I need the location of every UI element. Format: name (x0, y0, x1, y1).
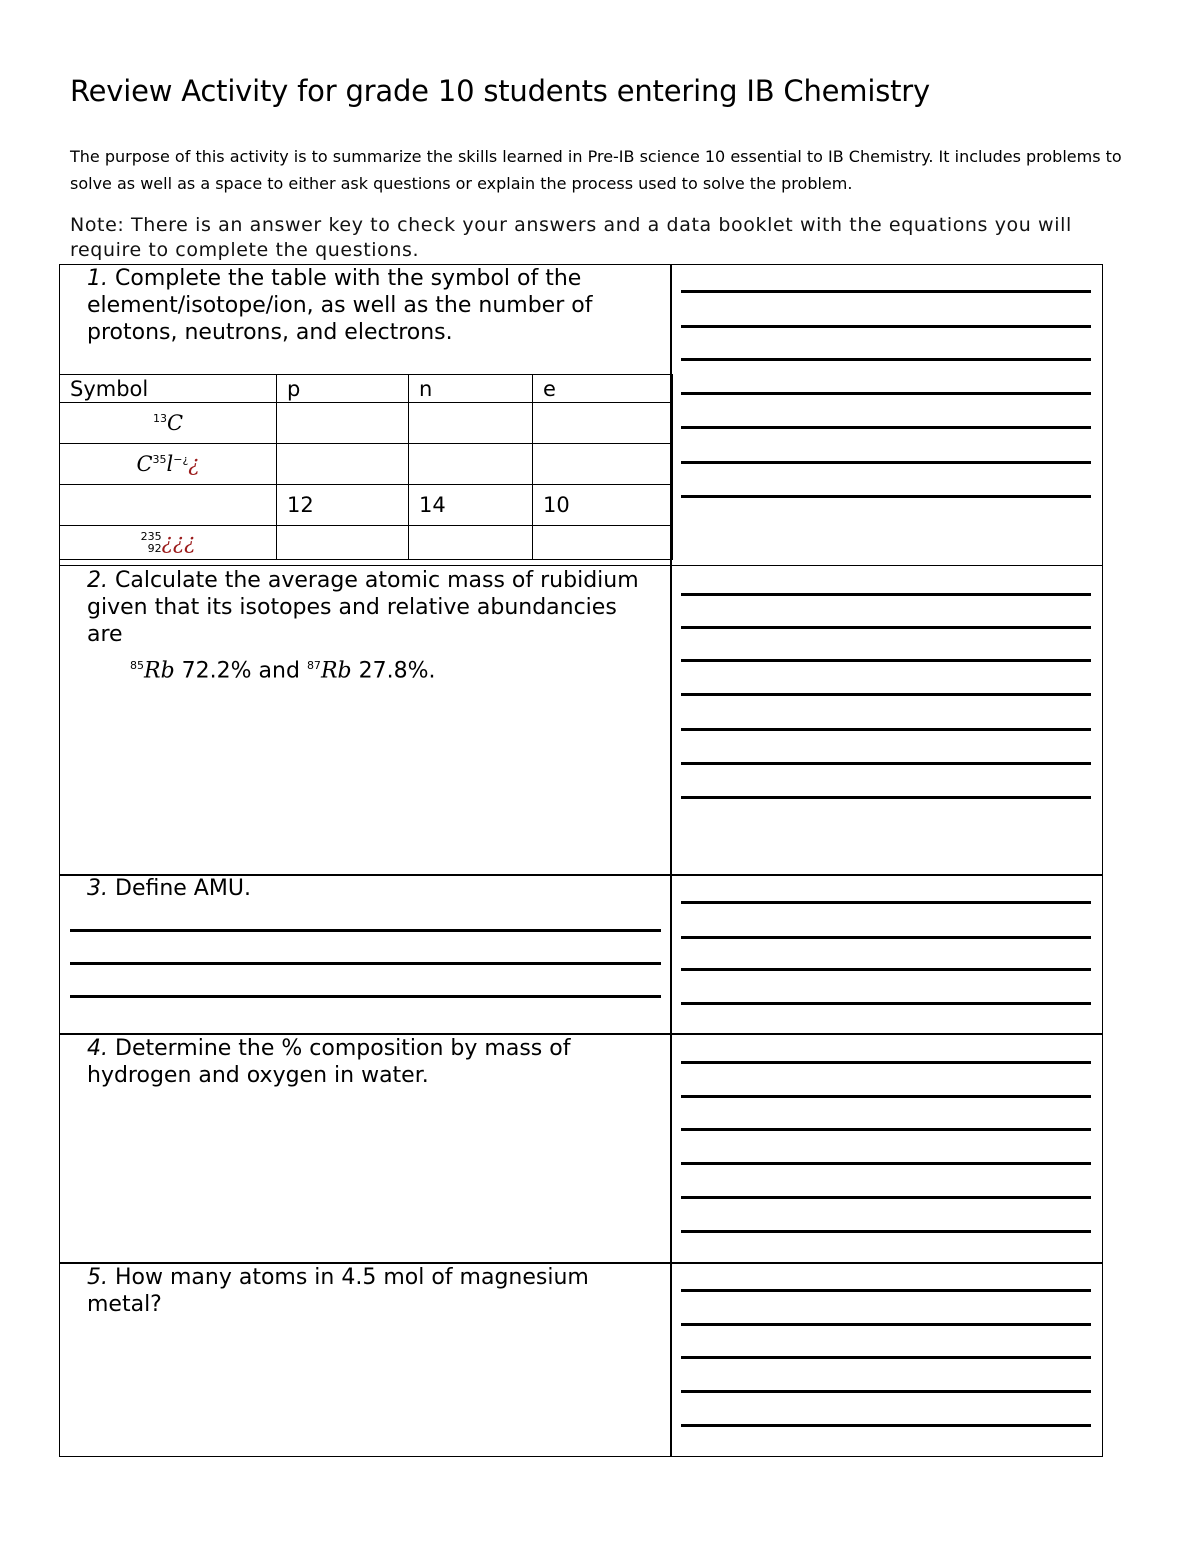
q3-inline-answer-line[interactable] (70, 962, 661, 965)
q1-right-cell (670, 264, 1103, 566)
q2-text: Calculate the average atomic mass of rubidium given that its isotopes and relative abundancies are (87, 568, 639, 647)
row1-symbol (60, 403, 277, 444)
q1-answer-line[interactable] (681, 426, 1091, 429)
q3-answer-line[interactable] (681, 968, 1091, 971)
q5-answer-line[interactable] (681, 1356, 1091, 1359)
row2-charge: −¿ (173, 453, 189, 466)
q4-answer-line[interactable] (681, 1162, 1091, 1165)
row2-element: l (166, 452, 174, 476)
q3-answer-line[interactable] (681, 901, 1091, 904)
q2-answer-line[interactable] (681, 659, 1091, 662)
rb87-symbol: Rb (320, 658, 352, 684)
row4-text: ¿¿¿ (161, 529, 196, 554)
q1-prompt (87, 265, 662, 346)
q4-number: 4. (87, 1036, 108, 1061)
row1-e[interactable] (533, 403, 673, 444)
q1-answer-line[interactable] (681, 290, 1091, 293)
row2-n[interactable] (409, 444, 533, 485)
row4-atomic: 92 (147, 542, 162, 556)
q2-number: 2. (87, 568, 108, 593)
q3-number: 3. (87, 876, 108, 901)
row1-element: C (166, 411, 184, 435)
q3-text: Define AMU. (115, 876, 251, 901)
q5-text: How many atoms in 4.5 mol of magnesium metal? (87, 1265, 589, 1317)
q5-number: 5. (87, 1265, 108, 1290)
q1-answer-line[interactable] (681, 325, 1091, 328)
row2-pre: C (136, 452, 153, 476)
q4-prompt (87, 1035, 647, 1089)
rb87-pct: 27.8%. (358, 658, 436, 684)
q2-answer-line[interactable] (681, 796, 1091, 799)
q3-answer-line[interactable] (681, 936, 1091, 939)
row3-symbol[interactable] (60, 485, 277, 526)
note-text: Note: There is an answer key to check your answers and a data booklet with the equations you will require to complete the questions. (70, 214, 1072, 261)
q4-answer-line[interactable] (681, 1095, 1091, 1098)
row4-mass: 235 (140, 530, 162, 544)
purpose-text: The purpose of this activity is to summarize the skills learned in Pre-IB science 10 essential to IB Chemistry. It includes problems to solve as well as a space to either ask questions or explain the process used to solve the problem. (70, 147, 1122, 193)
row4-n[interactable] (409, 526, 533, 560)
q3-inline-answer-line[interactable] (70, 929, 661, 932)
q1-answer-line[interactable] (681, 461, 1091, 464)
q5-answer-line[interactable] (681, 1390, 1091, 1393)
row4-e[interactable] (533, 526, 673, 560)
rb85-pct: 72.2% and (181, 658, 300, 684)
row4-p[interactable] (277, 526, 409, 560)
q2-answer-line[interactable] (681, 693, 1091, 696)
col-symbol-header: Symbol (60, 375, 277, 403)
col-n-header: n (409, 375, 533, 403)
row3-e: 10 (533, 485, 673, 526)
q5-answer-line[interactable] (681, 1424, 1091, 1427)
q4-answer-line[interactable] (681, 1061, 1091, 1064)
row4-symbol (60, 526, 277, 560)
col-p-header: p (277, 375, 409, 403)
row3-p: 12 (277, 485, 409, 526)
q1-answer-line[interactable] (681, 358, 1091, 361)
q4-text: Determine the % composition by mass of hydrogen and oxygen in water. (87, 1036, 571, 1088)
q3-right-cell (670, 874, 1103, 1035)
q2-answer-line[interactable] (681, 626, 1091, 629)
q5-prompt (87, 1264, 647, 1318)
row2-p[interactable] (277, 444, 409, 485)
q1-text: Complete the table with the symbol of the element/isotope/ion, as well as the number of protons, neutrons, and electrons. (87, 266, 593, 345)
q4-answer-line[interactable] (681, 1128, 1091, 1131)
q2-isotopes (130, 652, 435, 684)
rb85-symbol: Rb (144, 658, 175, 684)
row2-e[interactable] (533, 444, 673, 485)
row2-symbol (60, 444, 277, 485)
page-title: Review Activity for grade 10 students entering IB Chemistry (70, 74, 930, 108)
q2-answer-line[interactable] (681, 728, 1091, 731)
q2-prompt (87, 567, 647, 648)
q1-answer-line[interactable] (681, 495, 1091, 498)
rb85-mass: 85 (130, 659, 144, 672)
q5-answer-line[interactable] (681, 1323, 1091, 1326)
q4-answer-line[interactable] (681, 1230, 1091, 1233)
q3-answer-line[interactable] (681, 1002, 1091, 1005)
row2-tail: ¿ (188, 452, 200, 476)
isotope-table (59, 374, 673, 560)
col-e-header: e (533, 375, 673, 403)
q2-right-cell (670, 565, 1103, 876)
rb87-mass: 87 (306, 659, 321, 672)
row1-n[interactable] (409, 403, 533, 444)
q3-prompt (87, 875, 647, 902)
q1-answer-line[interactable] (681, 392, 1091, 395)
q2-answer-line[interactable] (681, 762, 1091, 765)
row3-n: 14 (409, 485, 533, 526)
q1-number: 1. (87, 266, 108, 291)
q2-answer-line[interactable] (681, 593, 1091, 596)
row1-p[interactable] (277, 403, 409, 444)
q5-answer-line[interactable] (681, 1289, 1091, 1292)
q3-inline-answer-line[interactable] (70, 995, 661, 998)
q4-answer-line[interactable] (681, 1196, 1091, 1199)
row2-mass: 35 (152, 453, 167, 466)
row1-mass: 13 (152, 412, 167, 425)
